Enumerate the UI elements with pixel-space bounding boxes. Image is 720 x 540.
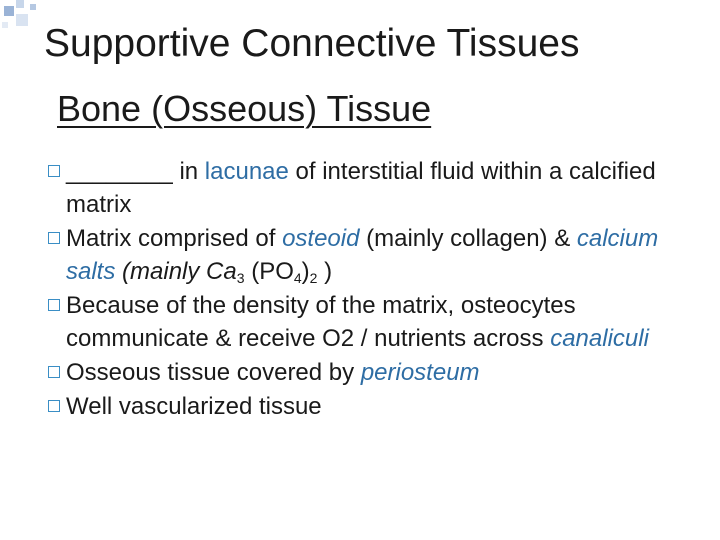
bullet-text: Matrix comprised of [66, 225, 283, 252]
slide-title: Supportive Connective Tissues [44, 22, 580, 65]
hollow-square-bullet-icon [48, 366, 60, 378]
bullet-text: Osseous tissue covered by [66, 359, 361, 386]
hollow-square-bullet-icon [48, 400, 60, 412]
formula-subscript: 3 [236, 270, 245, 286]
bullet-matrix [48, 222, 708, 288]
bullet-lacunae [48, 155, 708, 221]
bullet-vascularized [48, 390, 708, 423]
bullet-text: Well vascularized tissue [66, 393, 322, 420]
bullet-text: Because of the density of the matrix, osteocytes communicate & receive O2 / nutrients across [66, 292, 576, 352]
formula-text: (PO [244, 258, 294, 285]
bullet-text: ( [115, 258, 131, 285]
term-osteoid: osteoid [282, 225, 360, 252]
hollow-square-bullet-icon [48, 299, 60, 311]
formula-text: ) [317, 258, 333, 285]
fill-in-blank: ________ [66, 158, 173, 185]
hollow-square-bullet-icon [48, 165, 60, 177]
bullet-list [48, 155, 708, 424]
term-calcium-salts: calcium salts [66, 225, 659, 285]
formula-subscript: 2 [309, 270, 318, 286]
formula-text: ) [301, 258, 310, 285]
hollow-square-bullet-icon [48, 232, 60, 244]
term-canaliculi: canaliculi [550, 325, 649, 352]
bullet-text: in [172, 158, 205, 185]
bullet-density [48, 289, 708, 355]
formula-text: mainly Ca [130, 258, 237, 285]
term-lacunae: lacunae [204, 158, 289, 185]
slide-subtitle: Bone (Osseous) Tissue [57, 88, 432, 129]
formula-subscript: 4 [293, 270, 302, 286]
bullet-periosteum [48, 356, 708, 389]
bullet-text: of interstitial fluid within a calcified matrix [66, 158, 656, 218]
bullet-text: (mainly collagen) & [359, 225, 577, 252]
term-periosteum: periosteum [360, 359, 480, 386]
